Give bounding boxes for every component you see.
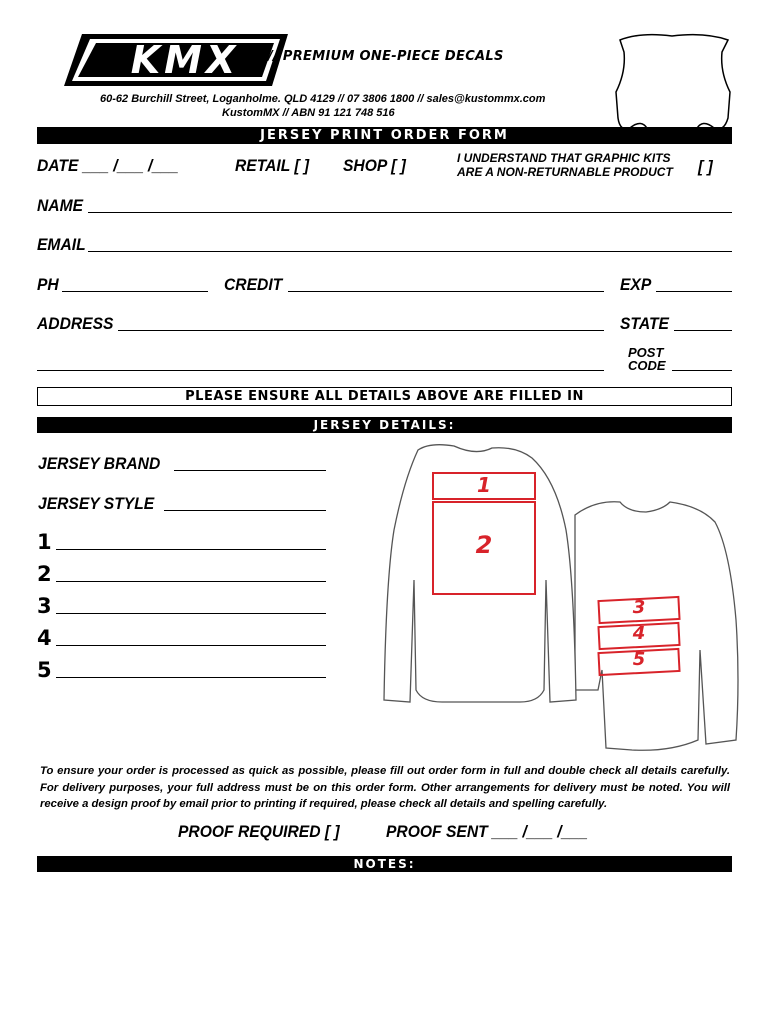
form-title-bar: JERSEY PRINT ORDER FORM bbox=[37, 127, 732, 144]
detail-input-5[interactable] bbox=[56, 677, 326, 678]
postcode-input[interactable] bbox=[672, 370, 732, 371]
date-field[interactable]: DATE ___ /___ /___ bbox=[37, 156, 179, 175]
placement-number-3: 3 bbox=[632, 597, 646, 618]
code-label: CODE bbox=[628, 358, 666, 373]
ph-label: PH bbox=[37, 275, 59, 294]
email-input[interactable] bbox=[88, 251, 732, 252]
name-input[interactable] bbox=[88, 212, 732, 213]
proof-required-checkbox[interactable]: PROOF REQUIRED [ ] bbox=[178, 822, 340, 841]
name-label: NAME bbox=[37, 196, 84, 215]
detail-number-5: 5 bbox=[37, 658, 52, 682]
detail-input-4[interactable] bbox=[56, 645, 326, 646]
state-input[interactable] bbox=[674, 330, 732, 331]
ensure-notice: PLEASE ENSURE ALL DETAILS ABOVE ARE FILLED IN bbox=[37, 387, 732, 406]
understand-line1: I UNDERSTAND THAT GRAPHIC KITS bbox=[457, 151, 671, 165]
email-label: EMAIL bbox=[37, 235, 86, 254]
shop-checkbox[interactable]: SHOP [ ] bbox=[343, 156, 406, 175]
abn-line: KustomMX // ABN 91 121 748 516 bbox=[222, 107, 395, 119]
instructions-text: To ensure your order is processed as quick as possible, please fill out order form in full and double check all details carefully. For delivery purposes, your full address must be on this order form. Other arrangements for delivery must be noted. You will receive a design proof by email prior to printing if required, please check all details and spelling carefully. bbox=[40, 765, 730, 810]
placement-number-1: 1 bbox=[477, 473, 491, 497]
address-line: 60-62 Burchill Street, Loganholme. QLD 4129 // 07 3806 1800 // sales@kustommx.com bbox=[100, 93, 546, 105]
jersey-style-input[interactable] bbox=[164, 510, 326, 511]
detail-number-1: 1 bbox=[37, 530, 52, 554]
logo-text: KMX bbox=[130, 38, 240, 82]
jersey-style-label: JERSEY STYLE bbox=[38, 494, 155, 513]
credit-label: CREDIT bbox=[224, 275, 283, 294]
detail-input-1[interactable] bbox=[56, 549, 326, 550]
understand-line2: ARE A NON-RETURNABLE PRODUCT bbox=[457, 165, 673, 179]
exp-input[interactable] bbox=[656, 291, 732, 292]
post-label: POST bbox=[628, 345, 664, 360]
jersey-brand-input[interactable] bbox=[174, 470, 326, 471]
address-label: ADDRESS bbox=[37, 314, 114, 333]
exp-label: EXP bbox=[620, 275, 652, 294]
number-plate-outline bbox=[610, 22, 740, 144]
placement-number-4: 4 bbox=[632, 623, 646, 644]
state-label: STATE bbox=[620, 314, 669, 333]
notes-area[interactable] bbox=[37, 874, 732, 1014]
credit-input[interactable] bbox=[288, 291, 604, 292]
proof-sent-field[interactable]: PROOF SENT ___ /___ /___ bbox=[386, 822, 588, 841]
detail-input-2[interactable] bbox=[56, 581, 326, 582]
jersey-illustration bbox=[370, 440, 750, 760]
detail-number-3: 3 bbox=[37, 594, 52, 618]
understand-checkbox[interactable]: [ ] bbox=[698, 157, 713, 176]
placement-number-5: 5 bbox=[632, 649, 646, 670]
retail-checkbox[interactable]: RETAIL [ ] bbox=[235, 156, 310, 175]
address-line2-input[interactable] bbox=[37, 370, 604, 371]
placement-number-2: 2 bbox=[475, 531, 493, 559]
detail-input-3[interactable] bbox=[56, 613, 326, 614]
notes-bar: NOTES: bbox=[37, 856, 732, 872]
detail-number-2: 2 bbox=[37, 562, 52, 586]
jersey-details-bar: JERSEY DETAILS: bbox=[37, 417, 732, 433]
address-input[interactable] bbox=[118, 330, 604, 331]
jersey-brand-label: JERSEY BRAND bbox=[38, 454, 161, 473]
ph-input[interactable] bbox=[62, 291, 208, 292]
kmx-logo bbox=[60, 30, 290, 90]
tagline: // PREMIUM ONE-PIECE DECALS bbox=[268, 49, 504, 64]
detail-number-4: 4 bbox=[37, 626, 52, 650]
